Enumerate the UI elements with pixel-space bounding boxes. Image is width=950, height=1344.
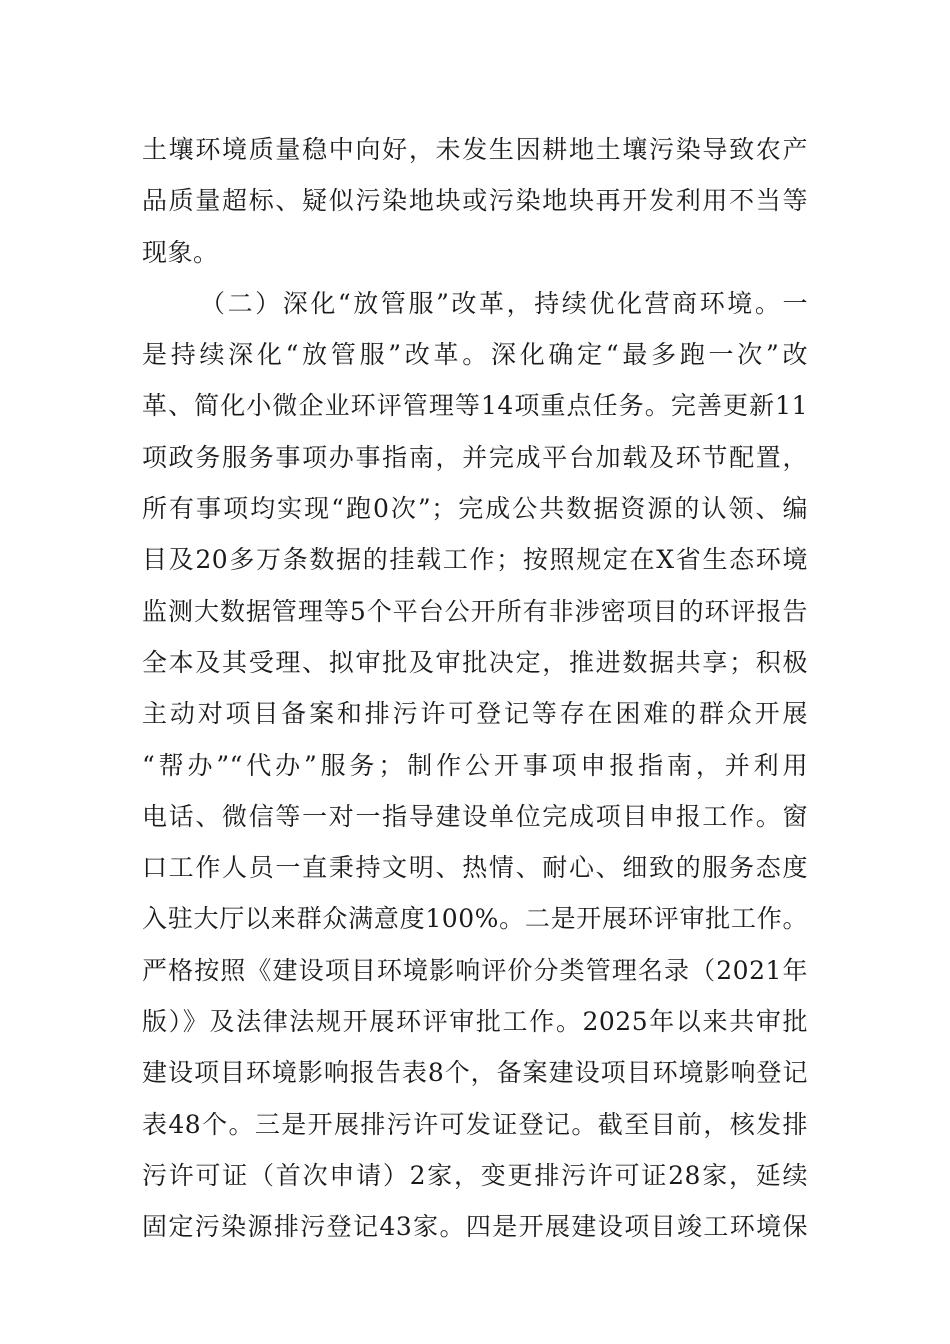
- text-line: 现象。: [142, 237, 219, 267]
- text-line: 监测大数据管理等5个平台公开所有非涉密项目的环评报告: [142, 596, 808, 626]
- text-line: 表48个。三是开展排污许可发证登记。截至目前，核发排: [142, 1109, 808, 1139]
- text-line: 主动对项目备案和排污许可登记等存在困难的群众开展: [142, 699, 808, 729]
- text-line: 目及20多万条数据的挂载工作；按照规定在X省生态环境: [142, 545, 808, 575]
- text-line: 固定污染源排污登记43家。四是开展建设项目竣工环境保: [142, 1212, 808, 1242]
- text-line: 口工作人员一直秉持文明、热情、耐心、细致的服务态度: [142, 853, 808, 883]
- text-line: 革、简化小微企业环评管理等14项重点任务。完善更新11: [142, 391, 808, 421]
- text-line: 电话、微信等一对一指导建设单位完成项目申报工作。窗: [142, 801, 808, 831]
- text-line: “帮办”“代办”服务；制作公开事项申报指南，并利用: [142, 750, 808, 780]
- text-line: 品质量超标、疑似污染地块或污染地块再开发利用不当等: [142, 186, 808, 216]
- body-text: [142, 124, 808, 1253]
- text-line: 土壤环境质量稳中向好，未发生因耕地土壤污染导致农产: [142, 135, 808, 164]
- section-heading-line: （二）深化“放管服”改革，持续优化营商环境。一: [200, 288, 808, 318]
- text-line: 是持续深化“放管服”改革。深化确定“最多跑一次”改: [142, 340, 808, 370]
- text-line: 污许可证（首次申请）2家，变更排污许可证28家，延续: [142, 1160, 808, 1190]
- text-line: 全本及其受理、拟审批及审批决定，推进数据共享；积极: [142, 647, 808, 677]
- text-line: 建设项目环境影响报告表8个，备案建设项目环境影响登记: [142, 1058, 808, 1088]
- text-line: 项政务服务事项办事指南，并完成平台加载及环节配置，: [142, 442, 808, 472]
- text-line: 严格按照《建设项目环境影响评价分类管理名录（2021年: [142, 955, 808, 985]
- text-line: 入驻大厅以来群众满意度100%。二是开展环评审批工作。: [142, 904, 808, 934]
- text-line: 版）》及法律法规开展环评审批工作。2025年以来共审批: [142, 1007, 808, 1037]
- text-line: 所有事项均实现“跑0次”；完成公共数据资源的认领、编: [142, 494, 808, 524]
